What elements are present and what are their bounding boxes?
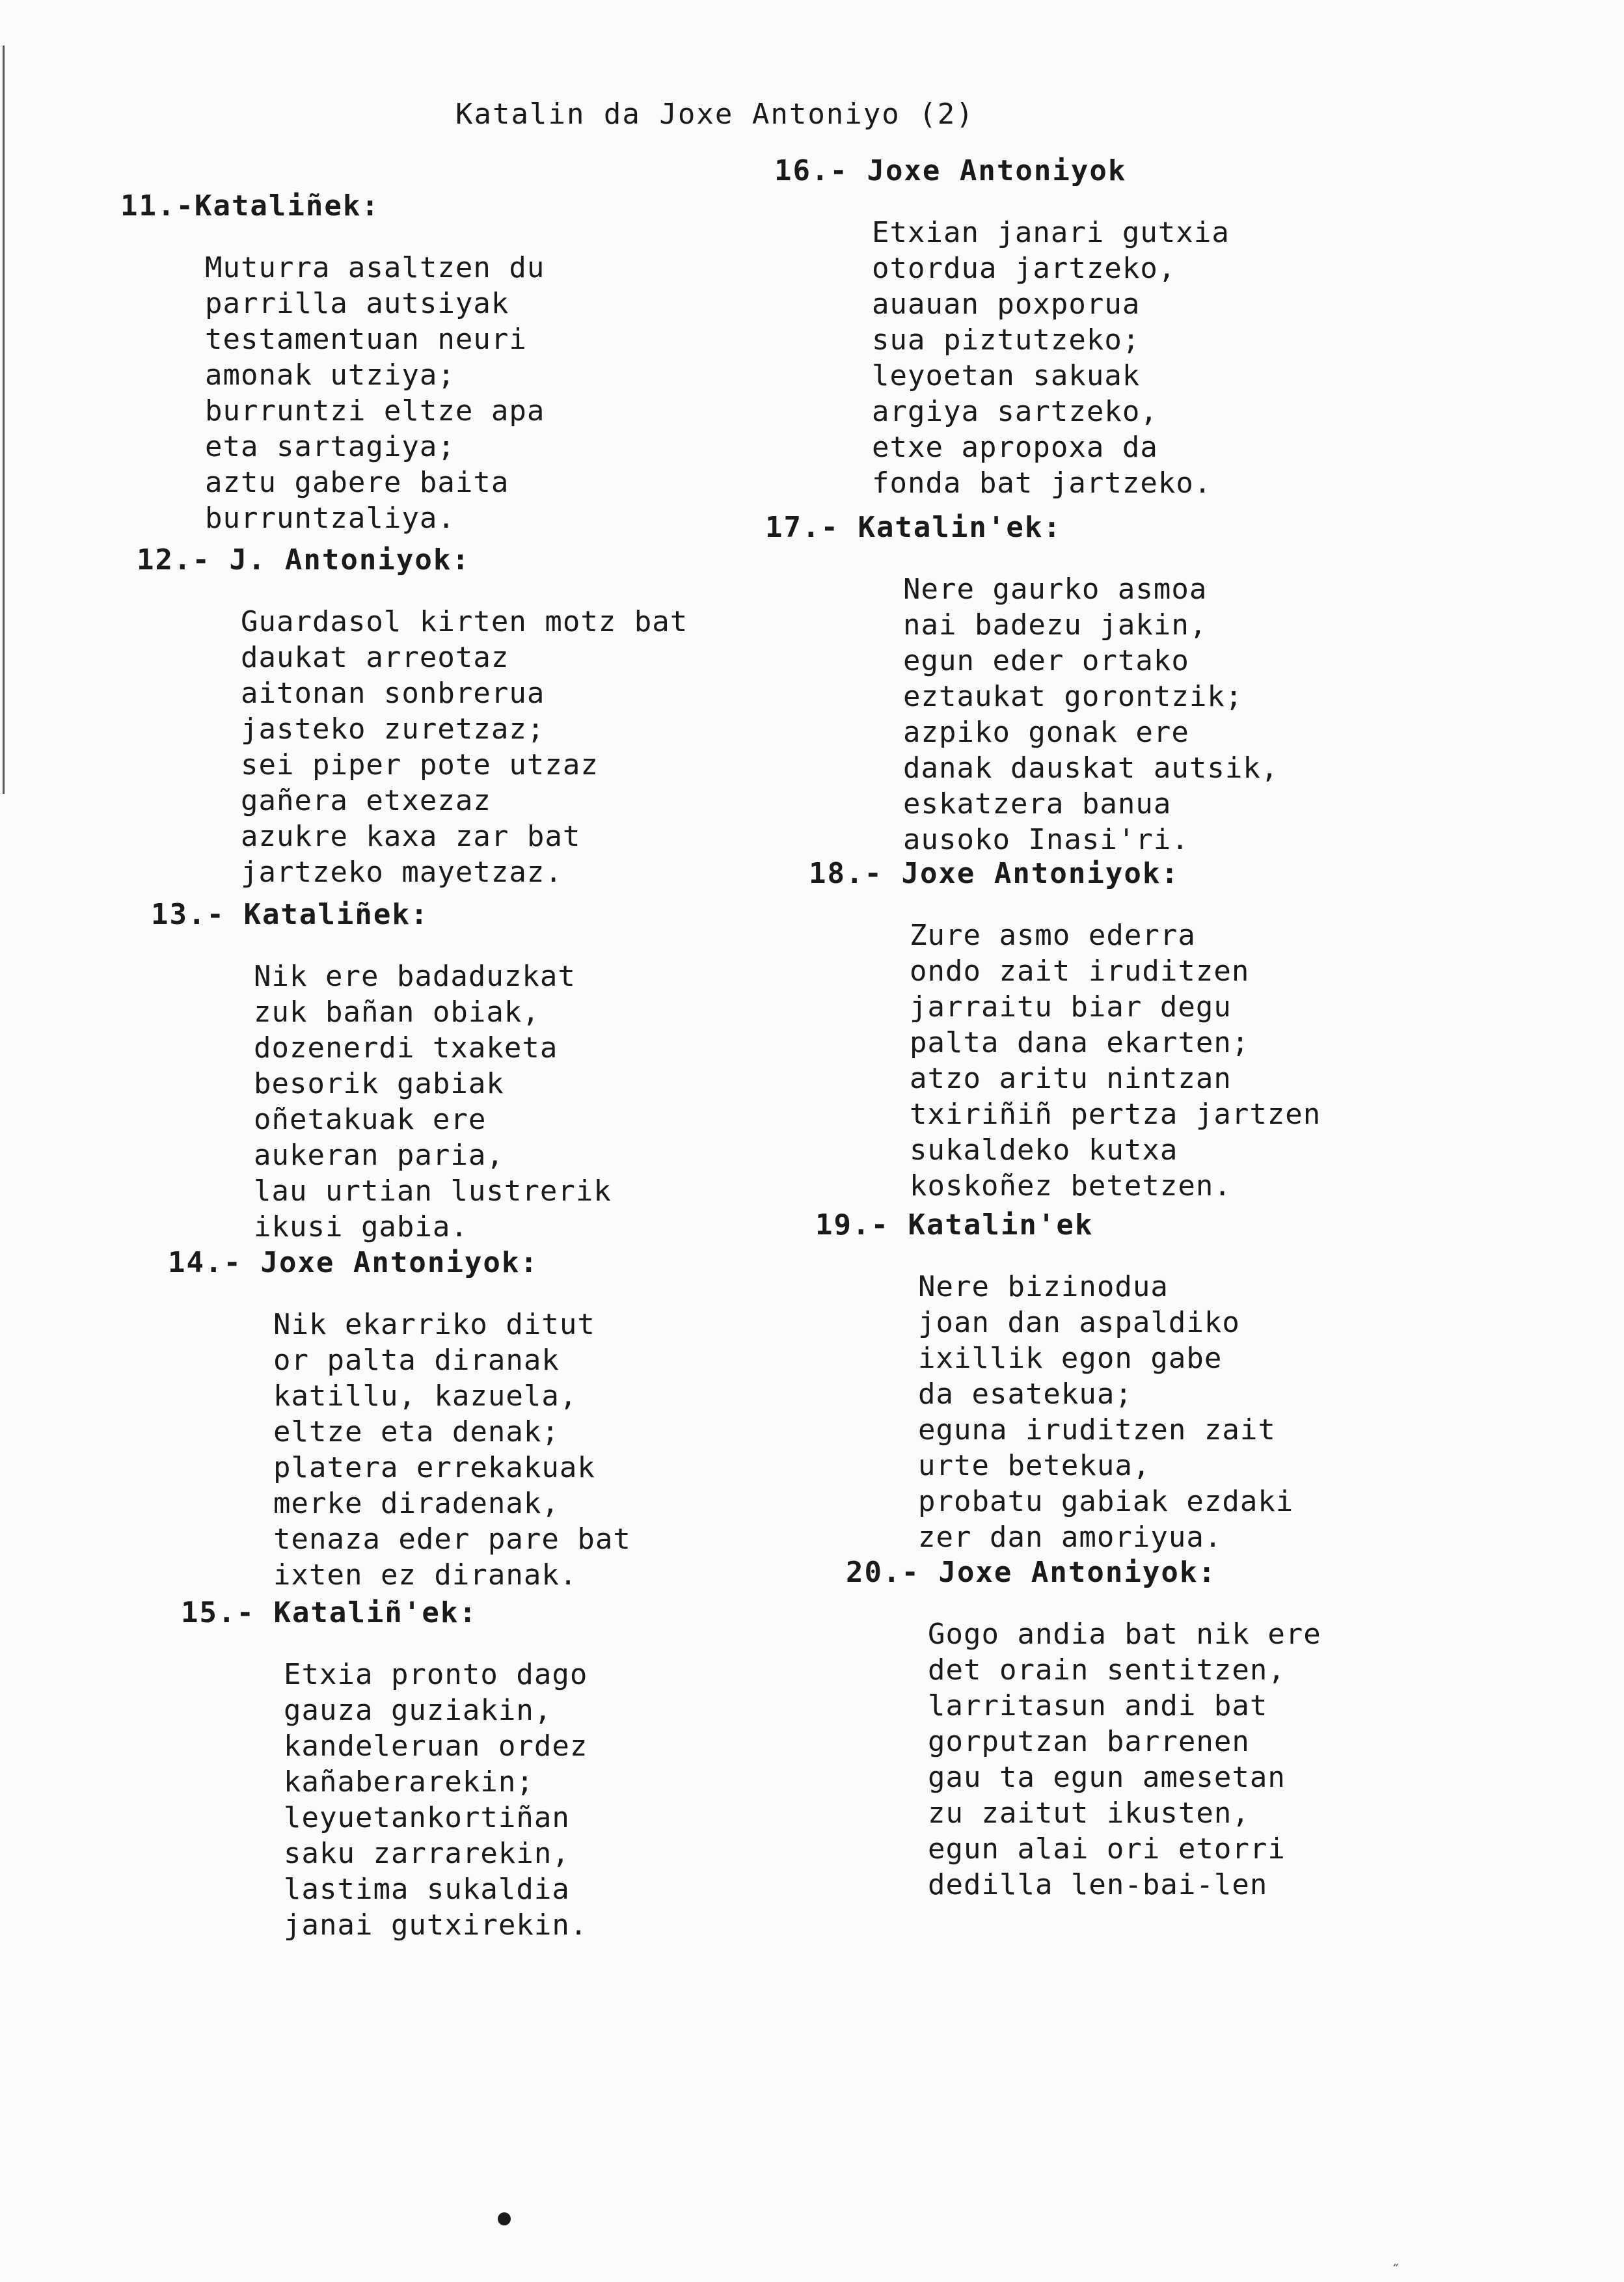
verse-line: koskoñez betetzen. xyxy=(910,1169,1232,1202)
verse-line: egun alai ori etorri xyxy=(928,1832,1286,1866)
verse-line: eltze eta denak; xyxy=(273,1415,560,1448)
stanza-12 xyxy=(137,540,688,890)
verse-line: det orain sentitzen, xyxy=(928,1653,1286,1687)
verse-line: daukat arreotaz xyxy=(241,641,509,674)
stanza-heading: 11.-Kataliñek: xyxy=(120,189,380,223)
verse-line: txiriñiñ pertza jartzen xyxy=(910,1098,1321,1131)
verse-line: zer dan amoriyua. xyxy=(918,1521,1223,1554)
verse-line: lastima sukaldia xyxy=(284,1873,570,1906)
verse-line: aitonan sonbrerua xyxy=(241,677,545,710)
verse-line: gorputzan barrenen xyxy=(928,1725,1250,1758)
stanza-heading: 15.- Kataliñ'ek: xyxy=(181,1596,478,1629)
verse-line: sua piztutzeko; xyxy=(872,323,1141,357)
verse-line: ixten ez diranak. xyxy=(273,1558,578,1592)
verse-line: testamentuan neuri xyxy=(205,323,527,356)
verse-line: lau urtian lustrerik xyxy=(254,1175,612,1208)
verse-line: eztaukat gorontzik; xyxy=(903,680,1243,713)
verse-line: Gogo andia bat nik ere xyxy=(928,1618,1321,1651)
verse-line: janai gutxirekin. xyxy=(284,1908,588,1942)
verse-line: kañaberarekin; xyxy=(284,1765,534,1799)
verse-line: Etxian janari gutxia xyxy=(872,216,1230,249)
verse-line: ondo zait iruditzen xyxy=(910,955,1250,988)
verse-line: gauza guziakin, xyxy=(284,1694,552,1727)
verse-line: joan dan aspaldiko xyxy=(918,1306,1240,1339)
verse-line: Nere bizinodua xyxy=(918,1270,1169,1303)
verse-line: ixillik egon gabe xyxy=(918,1342,1223,1375)
verse-line: gañera etxezaz xyxy=(241,784,491,817)
page-title: Katalin da Joxe Antoniyo (2) xyxy=(455,98,975,131)
stanza-verses xyxy=(910,917,1321,1204)
verse-line: leyuetankortiñan xyxy=(284,1801,570,1834)
verse-line: burruntzaliya. xyxy=(205,502,455,535)
verse-line: zuk bañan obiak, xyxy=(254,996,540,1029)
verse-line: eguna iruditzen zait xyxy=(918,1413,1276,1447)
verse-line: nai badezu jakin, xyxy=(903,608,1208,642)
verse-line: dedilla len-bai-len xyxy=(928,1868,1268,1901)
verse-line: egun eder ortako xyxy=(903,644,1189,677)
stanza-14 xyxy=(168,1243,631,1593)
verse-line: Zure asmo ederra xyxy=(910,919,1196,952)
verse-line: Etxia pronto dago xyxy=(284,1658,588,1691)
page-left-edge xyxy=(3,46,5,794)
stanza-verses xyxy=(205,250,545,536)
verse-line: aukeran paria, xyxy=(254,1139,504,1172)
stanza-15 xyxy=(181,1593,588,1943)
verse-line: larritasun andi bat xyxy=(928,1689,1268,1722)
verse-line: jartzeko mayetzaz. xyxy=(241,856,563,889)
stanza-heading: 19.- Katalin'ek xyxy=(815,1208,1094,1242)
stanza-verses xyxy=(872,215,1230,501)
verse-line: danak dauskat autsik, xyxy=(903,752,1279,785)
stanza-verses xyxy=(918,1269,1293,1555)
stanza-heading: 12.- J. Antoniyok: xyxy=(137,543,470,577)
verse-line: jarraitu biar degu xyxy=(910,990,1232,1024)
verse-line: burruntzi eltze apa xyxy=(205,394,545,428)
verse-line: probatu gabiak ezdaki xyxy=(918,1485,1294,1518)
stanza-19 xyxy=(815,1205,1293,1555)
stanza-16 xyxy=(774,151,1230,501)
verse-line: besorik gabiak xyxy=(254,1067,504,1100)
verse-line: azukre kaxa zar bat xyxy=(241,820,581,853)
verse-line: or palta diranak xyxy=(273,1344,560,1377)
stanza-heading: 13.- Kataliñek: xyxy=(151,898,429,931)
verse-line: sei piper pote utzaz xyxy=(241,748,599,781)
verse-line: eta sartagiya; xyxy=(205,430,455,463)
verse-line: urte betekua, xyxy=(918,1449,1151,1482)
stanza-11 xyxy=(120,186,545,536)
stanza-heading: 20.- Joxe Antoniyok: xyxy=(846,1556,1217,1589)
verse-line: Nere gaurko asmoa xyxy=(903,573,1208,606)
verse-line: saku zarrarekin, xyxy=(284,1837,570,1870)
verse-line: auauan poxporua xyxy=(872,288,1141,321)
verse-line: jasteko zuretzaz; xyxy=(241,713,545,746)
verse-line: fonda bat jartzeko. xyxy=(872,467,1212,500)
verse-line: amonak utziya; xyxy=(205,359,455,392)
stanza-18 xyxy=(809,854,1321,1204)
verse-line: ausoko Inasi'ri. xyxy=(903,823,1189,856)
verse-line: Guardasol kirten motz bat xyxy=(241,605,688,638)
stanza-heading: 16.- Joxe Antoniyok xyxy=(774,154,1127,187)
verse-line: gau ta egun amesetan xyxy=(928,1761,1286,1794)
stanza-verses xyxy=(241,604,688,890)
verse-line: argiya sartzeko, xyxy=(872,395,1158,428)
verse-line: Nik ekarriko ditut xyxy=(273,1308,595,1341)
stanza-20 xyxy=(846,1553,1321,1903)
stanza-verses xyxy=(928,1616,1321,1903)
stanza-heading: 14.- Joxe Antoniyok: xyxy=(168,1246,539,1279)
stanza-verses xyxy=(273,1307,631,1593)
verse-line: Nik ere badaduzkat xyxy=(254,960,576,993)
verse-line: eskatzera banua xyxy=(903,787,1172,821)
stanza-13 xyxy=(151,895,612,1245)
verse-line: kandeleruan ordez xyxy=(284,1730,588,1763)
verse-line: etxe apropoxa da xyxy=(872,431,1158,464)
stanza-verses xyxy=(284,1657,588,1943)
corner-tick-mark: ˝ xyxy=(1391,2263,1400,2279)
verse-line: tenaza eder pare bat xyxy=(273,1523,631,1556)
verse-line: azpiko gonak ere xyxy=(903,716,1189,749)
verse-line: atzo aritu nintzan xyxy=(910,1062,1232,1095)
verse-line: sukaldeko kutxa xyxy=(910,1134,1178,1167)
verse-line: oñetakuak ere xyxy=(254,1103,487,1136)
verse-line: Muturra asaltzen du xyxy=(205,251,545,284)
stanza-heading: 18.- Joxe Antoniyok: xyxy=(809,857,1180,890)
verse-line: palta dana ekarten; xyxy=(910,1026,1250,1059)
verse-line: platera errekakuak xyxy=(273,1451,595,1484)
verse-line: merke diradenak, xyxy=(273,1487,560,1520)
verse-line: otordua jartzeko, xyxy=(872,252,1176,285)
stanza-verses xyxy=(903,571,1279,858)
verse-line: zu zaitut ikusten, xyxy=(928,1797,1250,1830)
verse-line: ikusi gabia. xyxy=(254,1210,468,1243)
verse-line: aztu gabere baita xyxy=(205,466,509,499)
verse-line: katillu, kazuela, xyxy=(273,1379,578,1413)
verse-line: dozenerdi txaketa xyxy=(254,1031,558,1065)
bullet-mark xyxy=(498,2212,511,2225)
verse-line: parrilla autsiyak xyxy=(205,287,509,320)
verse-line: da esatekua; xyxy=(918,1378,1133,1411)
stanza-verses xyxy=(254,958,612,1245)
stanza-heading: 17.- Katalin'ek: xyxy=(765,511,1062,544)
verse-line: leyoetan sakuak xyxy=(872,359,1141,392)
stanza-17 xyxy=(765,508,1279,858)
